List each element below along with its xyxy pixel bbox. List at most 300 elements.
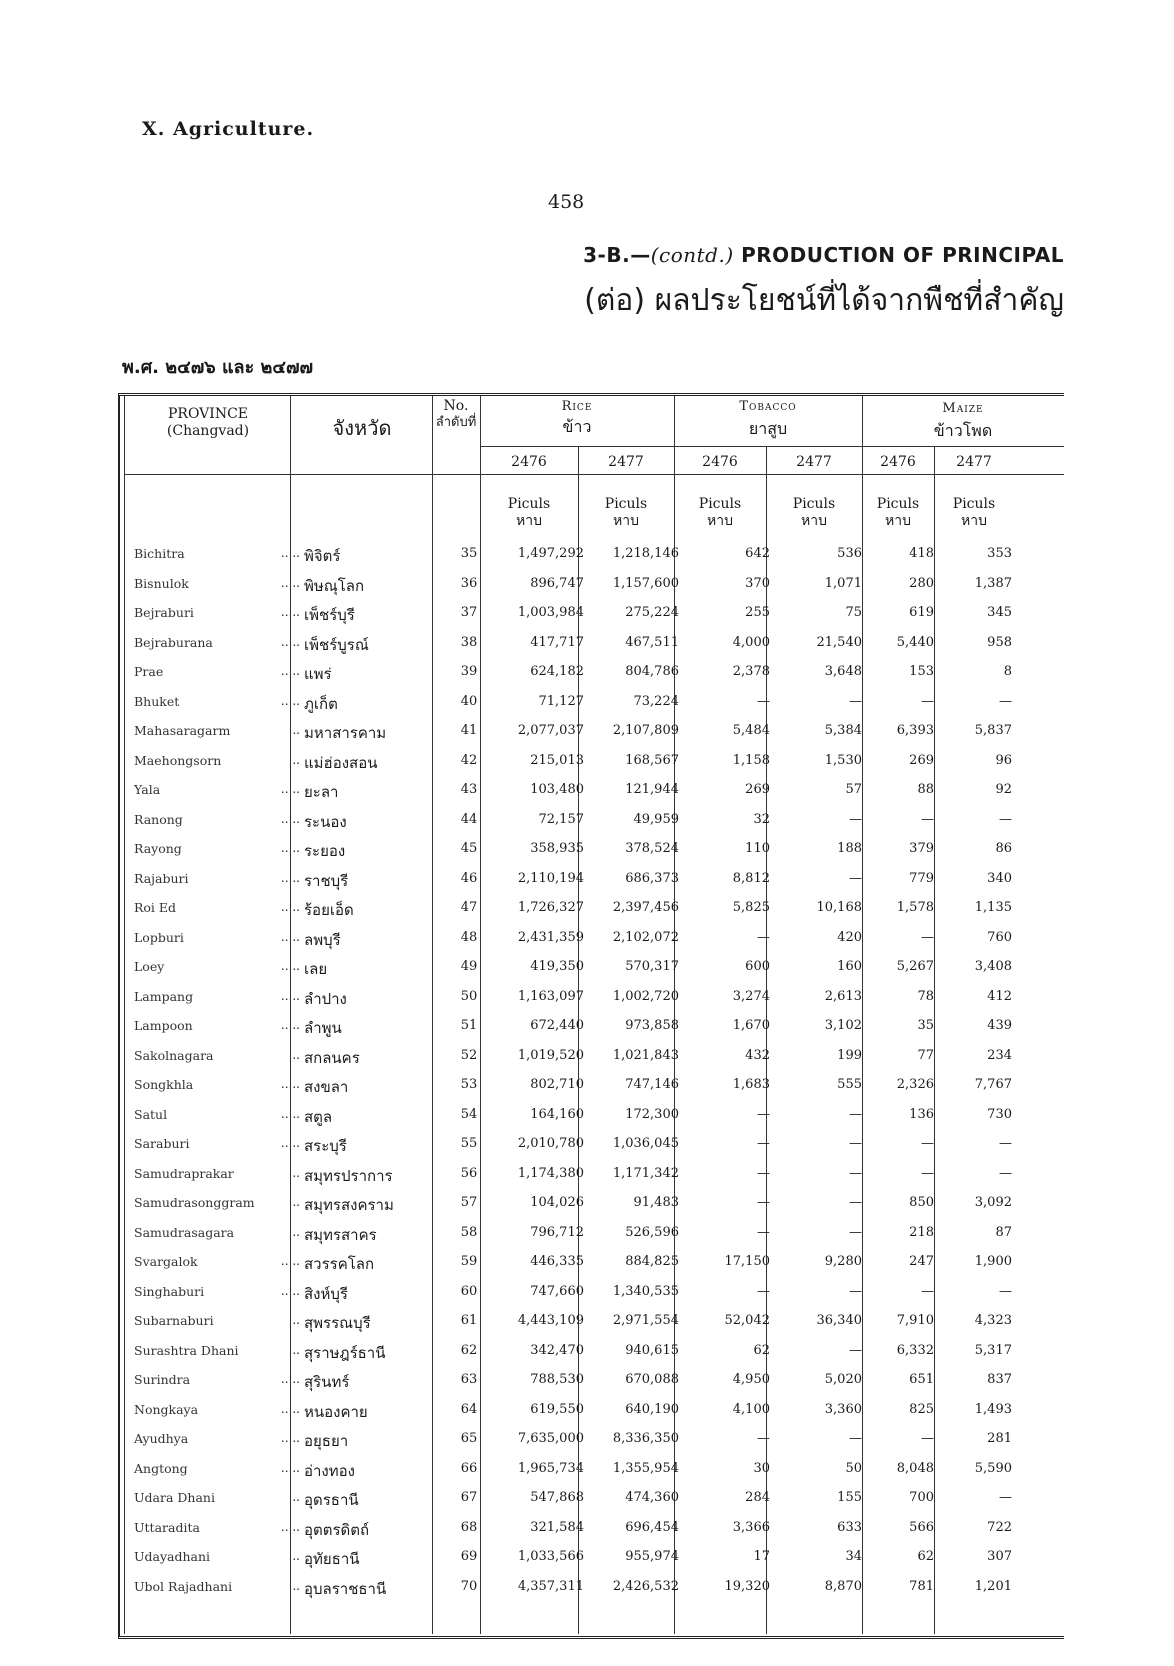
header-tobacco: Tobacco [739,399,797,414]
province-name-thai: สิงห์บุรี [304,1284,348,1303]
rice-2477-value: 686,373 [625,870,679,886]
row-number: 48 [460,929,478,945]
rice-2477-value: 1,171,342 [612,1165,679,1181]
province-name: Bejraburi [134,605,194,620]
province-name-thai: สงขลา [304,1078,349,1096]
tobacco-2477-value: — [849,693,862,709]
title-prefix: 3-B.— [583,243,651,267]
tobacco-2476-value: 1,158 [732,752,770,768]
tobacco-2477-value: — [849,1283,862,1299]
tobacco-2477-value: 21,540 [816,634,862,650]
tobacco-2477-value: 2,613 [824,988,862,1004]
maize-2476-value: 779 [909,870,934,886]
province-name: Maehongsorn [134,752,222,768]
rice-2477-value: 172,300 [625,1106,679,1122]
maize-2477-value: — [999,693,1012,709]
rice-2476-value: 1,726,327 [517,900,584,915]
maize-2477-value: 8 [1003,664,1012,679]
rice-2476-value: 672,440 [530,1018,584,1033]
rice-2476-value: 2,010,780 [517,1136,584,1151]
maize-2476-value: — [921,693,934,709]
table-row [120,1398,1064,1426]
row-number: 63 [460,1372,478,1387]
tobacco-2477-value: 5,020 [824,1372,862,1387]
table-row [120,1368,1064,1396]
tobacco-2476-value: 2,378 [732,664,770,679]
tobacco-2476-value: 3,274 [732,988,770,1004]
rice-2476-value: 4,443,109 [517,1313,584,1328]
tobacco-2477-value: — [849,1431,862,1446]
tobacco-2476-value: 600 [745,959,770,974]
unit-label-thai: หาบ [516,513,542,529]
tobacco-2476-value: 17,150 [724,1254,770,1269]
row-number: 49 [460,959,478,974]
table-row [120,926,1064,954]
tobacco-2476-value: 110 [745,841,770,856]
rice-2476-value: 747,660 [530,1283,584,1299]
table-row [120,1103,1064,1131]
maize-2476-value: — [921,1283,934,1299]
table-row [120,837,1064,865]
rice-2477-value: 378,524 [625,841,679,856]
table-row [120,690,1064,718]
rice-2477-value: 1,157,600 [612,575,679,591]
province-name-thai: สตูล [304,1107,333,1126]
maize-2476-value: 247 [909,1254,934,1269]
table-row [120,1486,1064,1514]
unit-rice-2477 [578,496,674,530]
data-table [118,393,1064,1639]
tobacco-2476-value: 32 [753,811,770,827]
province-name-thai: เพ็ชร์บุรี [304,606,355,624]
leader-dots: .. .. [280,605,300,619]
tobacco-2476-value: 5,484 [732,723,770,738]
table-row [120,1575,1064,1603]
tobacco-2476-value: 52,042 [724,1313,770,1328]
maize-2477-value: — [999,1283,1012,1299]
leader-dots: .. .. [280,1431,300,1445]
rice-2477-value: 1,021,843 [612,1047,679,1063]
row-number: 64 [460,1401,478,1417]
province-name: Surashtra Dhani [134,1342,239,1358]
row-number: 59 [460,1254,478,1269]
row-number: 65 [460,1431,478,1446]
tobacco-2476-value: — [757,693,770,709]
rice-2476-value: 215,013 [530,752,584,768]
tobacco-2476-value: 30 [753,1460,770,1476]
tobacco-2477-value: — [849,1165,862,1181]
unit-rice-2476 [480,496,578,530]
unit-label-thai: หาบ [801,513,827,529]
maize-2476-value: 825 [909,1401,934,1417]
rice-2477-value: 955,974 [625,1549,679,1564]
leader-dots: .. [292,1224,300,1239]
unit-label: Piculs [792,496,836,512]
row-number: 58 [460,1224,478,1240]
table-row [120,660,1064,688]
maize-2477-value: 340 [987,870,1012,886]
leader-dots: .. [292,1490,300,1504]
unit-label: Piculs [698,496,742,512]
province-name: Saraburi [134,1136,190,1151]
tobacco-2476-value: 17 [753,1549,770,1564]
province-name-thai: อุดรธานี [304,1491,359,1509]
rice-2476-value: 72,157 [538,811,584,827]
maize-2476-value: 7,910 [896,1313,934,1328]
maize-2476-value: 269 [909,752,934,768]
maize-2477-value: 1,900 [974,1254,1012,1269]
leader-dots: .. .. [280,841,300,855]
province-name: Lopburi [134,929,184,945]
rice-2476-value: 446,335 [530,1254,584,1269]
table-row [120,1516,1064,1544]
leader-dots: .. .. [280,634,300,649]
maize-2476-value: 280 [909,575,934,591]
tobacco-2477-value: 34 [845,1549,862,1564]
province-name: Mahasaragarm [134,723,231,738]
province-name-thai: หนองคาย [304,1402,368,1421]
maize-2476-value: 78 [917,988,934,1004]
leader-dots: .. [292,723,300,737]
page-number: 458 [548,191,585,213]
header-rice: Rice [561,399,593,414]
province-name-thai: ระยอง [304,842,346,860]
row-number: 60 [460,1283,478,1299]
maize-2477-value: 1,201 [974,1578,1012,1594]
tobacco-2477-value: 57 [845,782,862,797]
rice-2477-value: 2,102,072 [612,929,679,945]
header-tobacco-2476: 2476 [702,454,738,470]
table-row [120,601,1064,629]
header-maize-2476: 2476 [880,454,916,470]
tobacco-2476-value: — [757,1224,770,1240]
province-name-thai: สุรินทร์ [304,1373,350,1391]
province-name-thai: เพ็ชร์บูรณ์ [304,635,369,654]
tobacco-2477-value: 9,280 [824,1254,862,1269]
province-name-thai: สุพรรณบุรี [304,1314,371,1332]
tobacco-2477-value: 555 [837,1077,862,1092]
province-name: Ayudhya [134,1431,189,1446]
table-row [120,1280,1064,1308]
header-no-thai: ลำดับที่ [435,415,477,430]
rice-2476-value: 802,710 [530,1077,584,1092]
table-row [120,1309,1064,1337]
row-number: 61 [460,1313,478,1328]
rice-2477-value: 2,426,532 [612,1578,679,1594]
province-name: Bichitra [134,546,185,561]
rice-2476-value: 1,163,097 [517,988,584,1004]
maize-2476-value: — [921,1136,934,1151]
rice-2476-value: 71,127 [538,693,584,709]
tobacco-2477-value: 36,340 [816,1313,862,1328]
rice-2477-value: 474,360 [625,1490,679,1505]
row-number: 70 [460,1578,478,1594]
leader-dots: .. .. [280,782,300,796]
rice-2477-value: 747,146 [625,1077,679,1092]
rice-2476-value: 417,717 [530,634,584,650]
maize-2476-value: 651 [909,1372,934,1387]
table-row [120,1191,1064,1219]
province-name: Rajaburi [134,870,189,886]
table-row [120,985,1064,1013]
maize-2476-value: 700 [909,1490,934,1505]
header-maize-2477: 2477 [956,454,992,470]
rice-2477-value: 804,786 [625,664,679,679]
tobacco-2476-value: — [757,1106,770,1122]
unit-label-thai: หาบ [961,513,987,529]
province-name-thai: สกลนคร [304,1048,360,1067]
rice-2477-value: 2,971,554 [612,1313,679,1328]
maize-2476-value: — [921,1431,934,1446]
tobacco-2477-value: — [849,1224,862,1240]
table-row [120,1221,1064,1249]
table-row [120,808,1064,836]
years-thai: พ.ศ. ๒๔๗๖ และ ๒๔๗๗ [122,357,314,378]
unit-tobacco-2476 [674,496,766,530]
tobacco-2476-value: 432 [745,1047,770,1063]
row-number: 55 [460,1136,478,1151]
province-name-thai: สุราษฎร์ธานี [304,1343,386,1362]
leader-dots: .. [292,1047,300,1062]
maize-2477-value: 4,323 [974,1313,1012,1328]
row-number: 36 [460,575,478,591]
maize-2477-value: 730 [987,1106,1012,1122]
province-name-thai: อุทัยธานี [304,1550,360,1568]
tobacco-2476-value: 255 [745,605,770,620]
maize-2476-value: 35 [917,1018,934,1033]
province-name: Subarnaburi [134,1313,214,1328]
unit-maize-2476 [862,496,934,530]
rice-2476-value: 321,584 [530,1519,584,1535]
tobacco-2476-value: — [757,1165,770,1181]
province-name-thai: แพร่ [304,665,332,683]
province-name: Bisnulok [134,575,189,591]
leader-dots: .. .. [280,959,300,973]
table-row [120,1162,1064,1190]
rice-2476-value: 419,350 [530,959,584,974]
leader-dots: .. .. [280,1136,300,1150]
province-name: Samudraprakar [134,1165,234,1181]
maize-2477-value: 958 [987,634,1012,650]
province-name-thai: ลำพูน [304,1019,342,1037]
maize-2476-value: — [921,929,934,945]
leader-dots: .. .. [280,1283,300,1298]
header-no-label: No. [443,398,469,414]
leader-dots: .. [292,1165,300,1180]
province-name-thai: อ่างทอง [304,1461,355,1480]
province-name-thai: ระนอง [304,812,347,831]
rice-2477-value: 640,190 [625,1401,679,1417]
province-name-thai: อุตตรดิตถ์ [304,1520,370,1539]
province-name: Yala [134,782,161,797]
row-number: 52 [460,1047,478,1063]
province-name-thai: ร้อยเอ็ด [304,901,354,919]
maize-2476-value: 379 [909,841,934,856]
leader-dots: .. .. [280,811,300,826]
row-number: 62 [460,1342,478,1358]
rice-2476-value: 4,357,311 [517,1578,584,1594]
rice-2476-value: 104,026 [530,1195,584,1210]
header-rice-2477: 2477 [608,454,644,470]
tobacco-2477-value: 8,870 [824,1578,862,1594]
rice-2477-value: 1,002,720 [612,988,679,1004]
header-no [432,398,480,430]
leader-dots: .. [292,1342,300,1357]
rice-2477-value: 570,317 [625,959,679,974]
maize-2477-value: 5,317 [974,1342,1012,1358]
maize-2476-value: 5,440 [896,634,934,650]
rice-2477-value: 2,397,456 [612,900,679,915]
rice-2477-value: 121,944 [625,782,679,797]
rice-2476-value: 547,868 [530,1490,584,1505]
tobacco-2477-value: 50 [845,1460,862,1476]
province-name-thai: เลย [304,960,328,978]
province-name: Samudrasagara [134,1224,235,1240]
table-row [120,1014,1064,1042]
maize-2477-value: — [999,811,1012,827]
tobacco-2477-value: 160 [837,959,862,974]
rice-2476-value: 7,635,000 [517,1431,584,1446]
rice-2477-value: 91,483 [633,1195,679,1210]
maize-2477-value: 1,387 [974,575,1012,591]
province-name-thai: สมุทรปราการ [304,1166,393,1185]
row-number: 54 [460,1106,478,1122]
rice-2477-value: 1,218,146 [612,546,679,561]
maize-2477-value: 7,767 [974,1077,1012,1092]
table-row [120,1457,1064,1485]
leader-dots: .. .. [280,1372,300,1386]
rice-2477-value: 1,355,954 [612,1460,679,1476]
header-province-label: PROVINCE [167,406,248,422]
leader-dots: .. .. [280,575,300,590]
maize-2477-value: 5,837 [974,723,1012,738]
leader-dots: .. .. [280,693,300,708]
header-province-sub: (Changvad) [166,423,250,439]
row-number: 35 [460,546,478,561]
tobacco-2477-value: 633 [837,1519,862,1535]
province-name-thai: ยะลา [304,783,339,801]
maize-2476-value: 619 [909,605,934,620]
row-number: 42 [460,752,478,768]
maize-2477-value: — [999,1165,1012,1181]
leader-dots: .. .. [280,929,300,944]
province-name: Surindra [134,1372,191,1387]
rice-2476-value: 2,431,359 [517,929,584,945]
rice-2476-value: 1,174,380 [517,1165,584,1181]
rice-2477-value: 2,107,809 [612,723,679,738]
province-name-thai: ภูเก็ต [304,694,338,713]
maize-2477-value: 353 [987,546,1012,561]
unit-label-thai: หาบ [885,513,911,529]
section-heading: X. Agriculture. [142,118,315,140]
row-number: 46 [460,870,478,886]
tobacco-2477-value: 3,102 [824,1018,862,1033]
leader-dots: .. .. [280,664,300,678]
table-title [583,243,1064,267]
row-number: 38 [460,634,478,650]
maize-2477-value: 92 [995,782,1012,797]
header-maize-thai: ข้าวโพด [933,421,993,440]
table-row [120,572,1064,600]
row-number: 44 [460,811,478,827]
rice-2476-value: 164,160 [530,1106,584,1122]
maize-2476-value: 2,326 [896,1077,934,1092]
province-name: Ubol Rajadhani [134,1578,233,1594]
province-name: Lampang [134,988,194,1004]
unit-label: Piculs [952,496,996,512]
tobacco-2476-value: 1,670 [732,1018,770,1033]
row-number: 69 [460,1549,478,1564]
maize-2477-value: 412 [987,988,1012,1004]
tobacco-2477-value: — [849,1136,862,1151]
province-name: Prae [134,664,164,679]
rice-2476-value: 896,747 [530,575,584,591]
tobacco-2477-value: 536 [837,546,862,561]
rice-2476-value: 1,033,566 [517,1549,584,1564]
rice-2477-value: 168,567 [625,752,679,768]
province-name: Bhuket [134,693,180,709]
tobacco-2477-value: — [849,870,862,886]
rice-2476-value: 103,480 [530,782,584,797]
maize-2476-value: — [921,811,934,827]
maize-2477-value: 96 [995,752,1012,768]
row-number: 41 [460,723,478,738]
header-rice-2476: 2476 [511,454,547,470]
row-number: 39 [460,664,478,679]
table-row [120,1545,1064,1573]
tobacco-2476-value: 4,950 [732,1372,770,1387]
rice-2477-value: 973,858 [625,1018,679,1033]
rice-2476-value: 2,110,194 [517,870,584,886]
rice-2477-value: 275,224 [625,605,679,620]
leader-dots: .. .. [280,1106,300,1121]
leader-dots: .. .. [280,1519,300,1534]
tobacco-2477-value: 1,071 [824,575,862,591]
province-name-thai: อยุธยา [304,1432,349,1450]
rice-2476-value: 796,712 [530,1224,584,1240]
tobacco-2476-value: 19,320 [724,1578,770,1594]
table-row [120,542,1064,570]
tobacco-2476-value: 4,000 [732,634,770,650]
tobacco-2477-value: — [849,811,862,827]
row-number: 53 [460,1077,478,1092]
leader-dots: .. [292,1195,300,1209]
row-number: 45 [460,841,478,856]
maize-2476-value: 6,393 [896,723,934,738]
rice-2477-value: 884,825 [625,1254,679,1269]
maize-2476-value: 418 [909,546,934,561]
tobacco-2476-value: 269 [745,782,770,797]
table-row [120,1250,1064,1278]
province-name-thai: สมุทรสาคร [304,1225,377,1244]
table-row [120,896,1064,924]
title-contd: (contd.) [650,243,734,267]
row-number: 40 [460,693,478,709]
row-number: 67 [460,1490,478,1505]
leader-dots: .. [292,752,300,767]
leader-dots: .. .. [280,870,300,885]
province-name-thai: สวรรคโลก [304,1255,375,1273]
province-name: Samudrasonggram [134,1195,255,1210]
maize-2476-value: 136 [909,1106,934,1122]
row-number: 66 [460,1460,478,1476]
maize-2477-value: — [999,1490,1012,1505]
province-name-thai: พิษณุโลก [304,576,365,595]
rice-2476-value: 342,470 [530,1342,584,1358]
province-name-thai: สระบุรี [304,1137,347,1155]
province-name: Lampoon [134,1018,193,1033]
leader-dots: .. .. [280,1254,300,1268]
